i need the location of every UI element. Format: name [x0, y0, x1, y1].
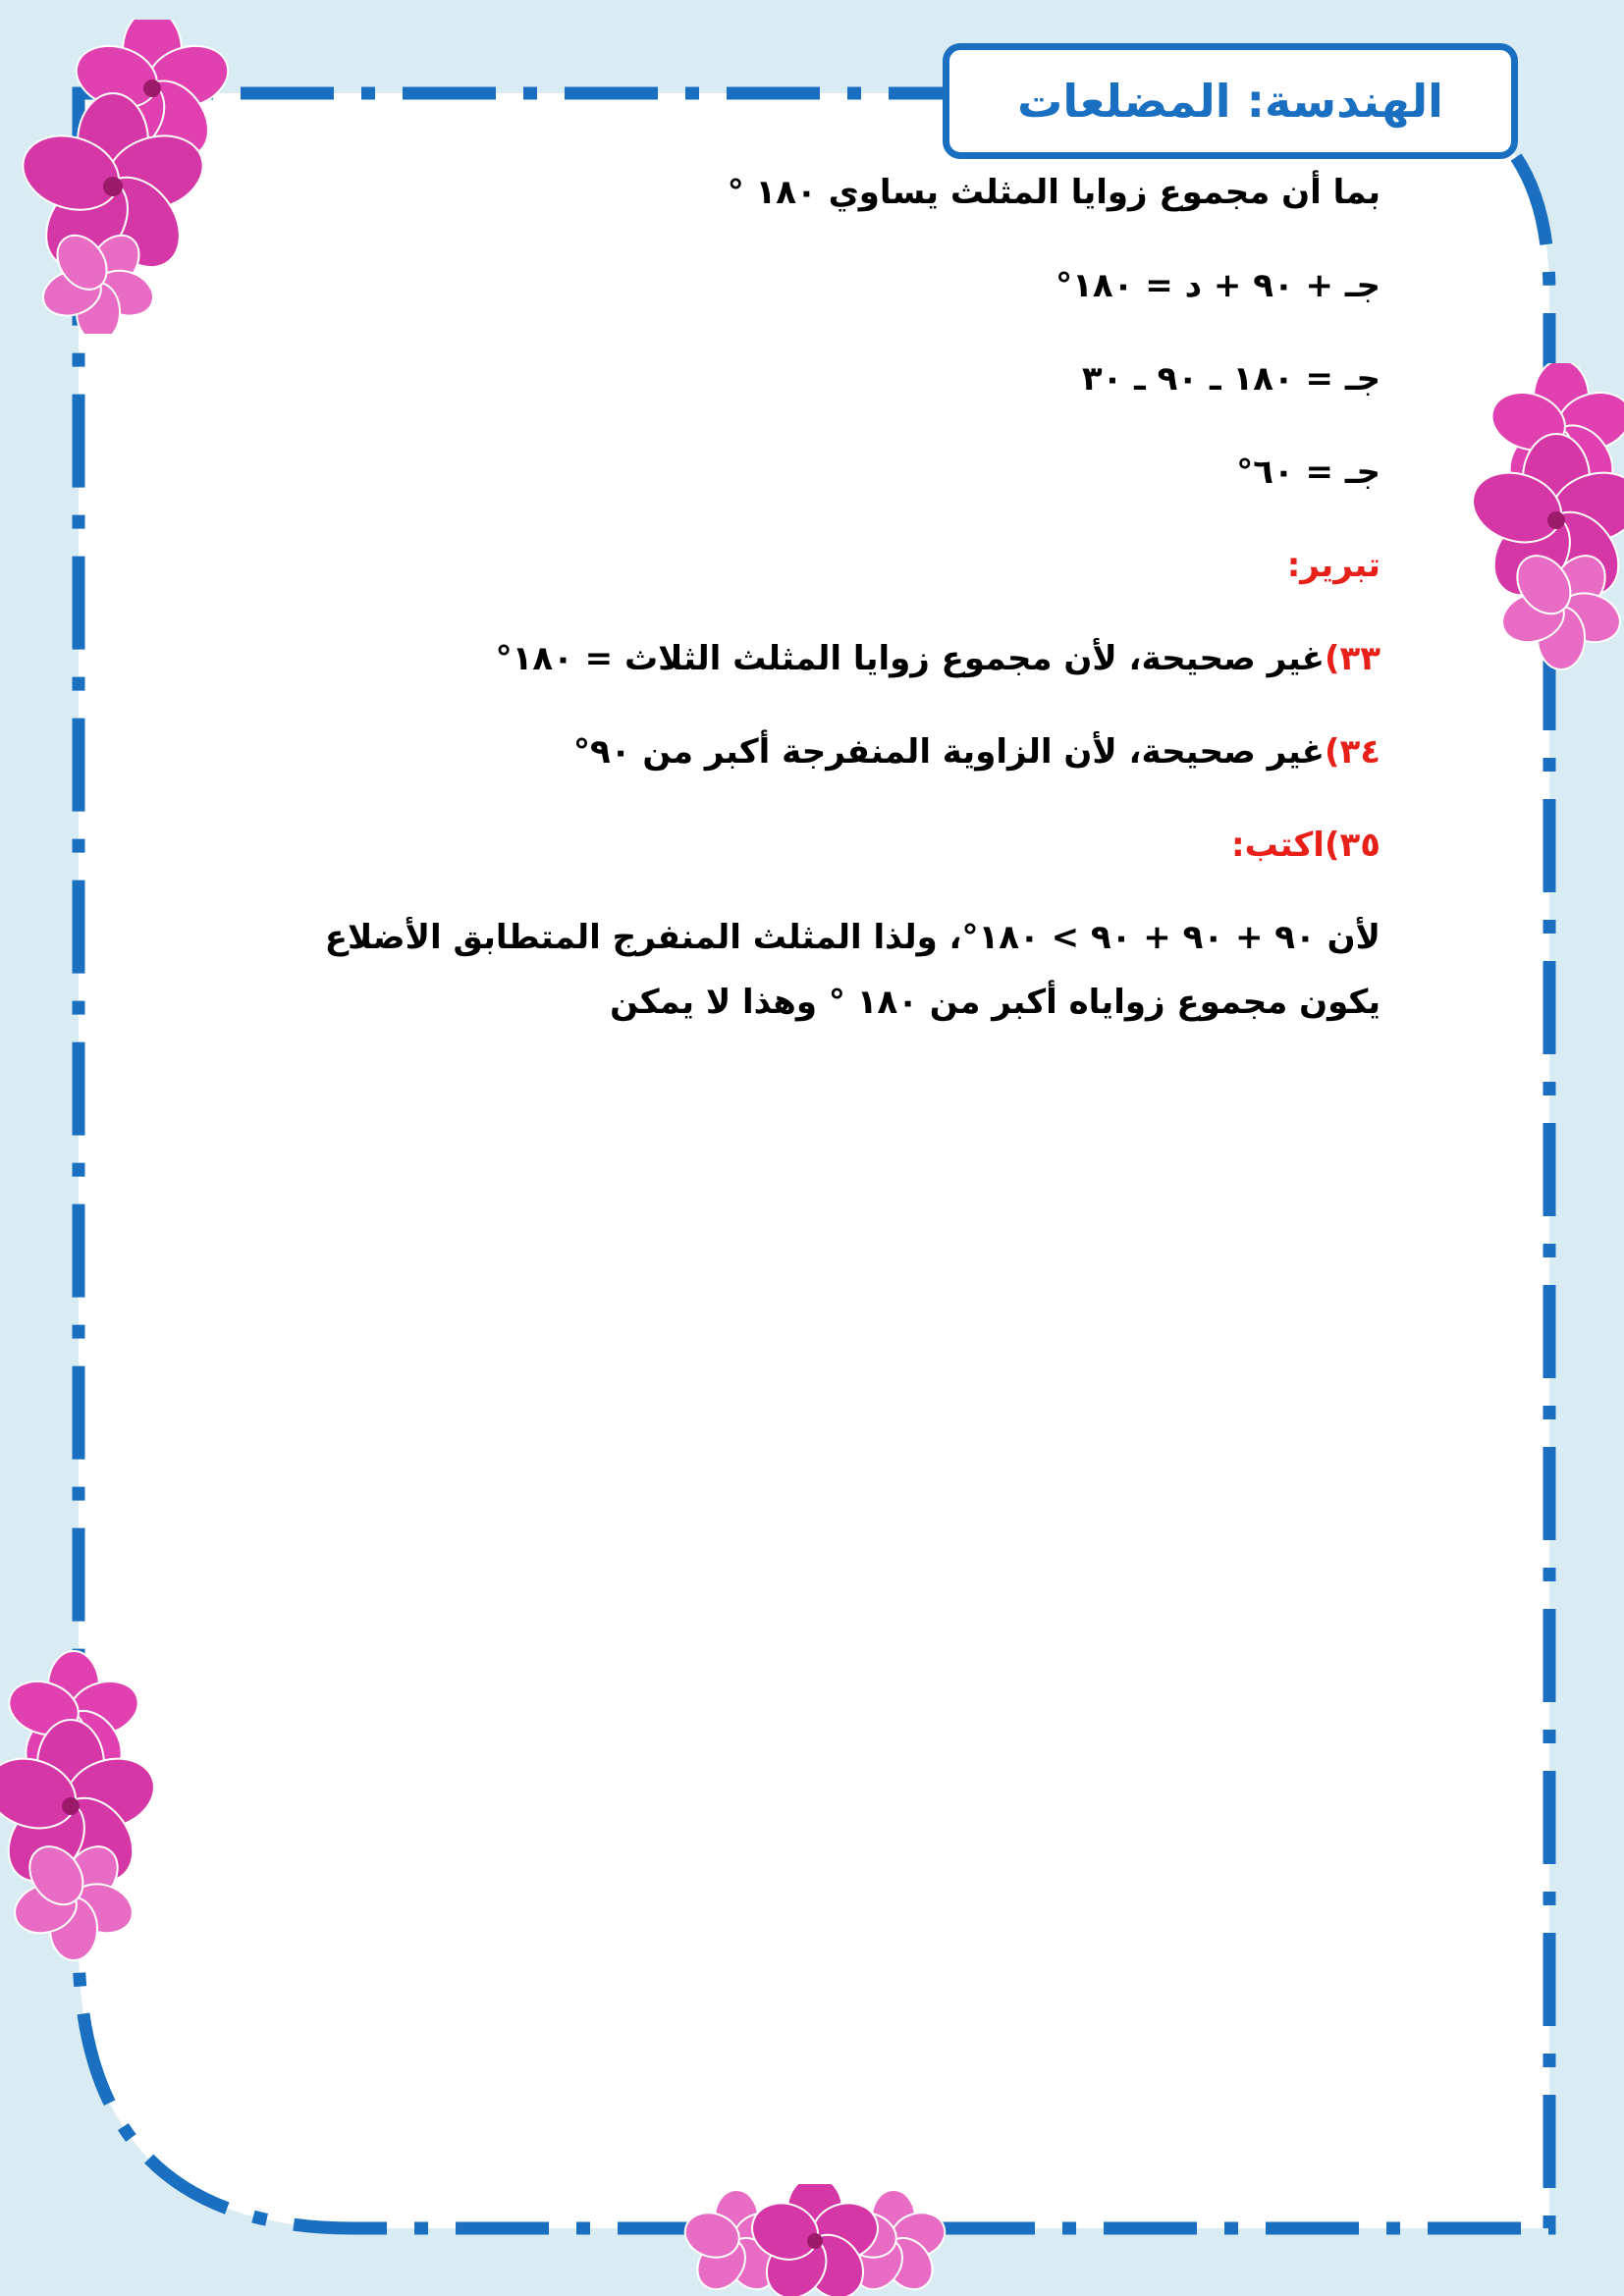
- explanation-paragraph: [251, 905, 1380, 1035]
- paragraph-line: لأن ٩٠ + ٩٠ + ٩٠ > ١٨٠°، ولذا المثلث المنفرج المتطابق الأضلاع: [324, 918, 1380, 957]
- equation-line: [251, 250, 1380, 344]
- title-box: [943, 43, 1518, 159]
- content-area: [251, 157, 1380, 1035]
- answer-text: غير صحيحة، لأن مجموع زوايا المثلث الثلاث = ١٨٠°: [495, 639, 1325, 678]
- answer-line-35: [251, 810, 1380, 903]
- answer-text: اكتب:: [1231, 826, 1325, 865]
- answer-line-33: [251, 623, 1380, 717]
- flower-icon: [5, 20, 280, 334]
- paragraph-line: يكون مجموع زواياه أكبر من ١٨٠ ° وهذا لا يمكن: [610, 983, 1380, 1022]
- question-number: ٣٤): [1324, 732, 1380, 772]
- equation-line: [251, 344, 1380, 437]
- justification-heading: [251, 530, 1380, 623]
- flower-icon: [0, 1649, 157, 1963]
- line-text: جـ = ٦٠°: [1236, 453, 1380, 492]
- line-prefix: تبرير:: [1286, 546, 1380, 585]
- answer-text: غير صحيحة، لأن الزاوية المنفرجة أكبر من ٩٠°: [573, 732, 1325, 772]
- line-text: بما أن مجموع زوايا المثلث يساوي ١٨٠ °: [727, 173, 1380, 212]
- flower-icon: [1463, 363, 1624, 677]
- line-text: جـ = ١٨٠ ـ ٩٠ ـ ٣٠: [1081, 359, 1380, 399]
- flower-icon: [668, 2184, 962, 2296]
- equation-line: [251, 437, 1380, 530]
- statement-line: [251, 157, 1380, 250]
- line-text: جـ + ٩٠ + د = ١٨٠°: [1056, 266, 1380, 305]
- answer-line-34: [251, 717, 1380, 810]
- question-number: ٣٣): [1324, 639, 1380, 678]
- question-number: ٣٥): [1324, 826, 1380, 865]
- page-title: الهندسة: المضلعات: [1017, 75, 1443, 128]
